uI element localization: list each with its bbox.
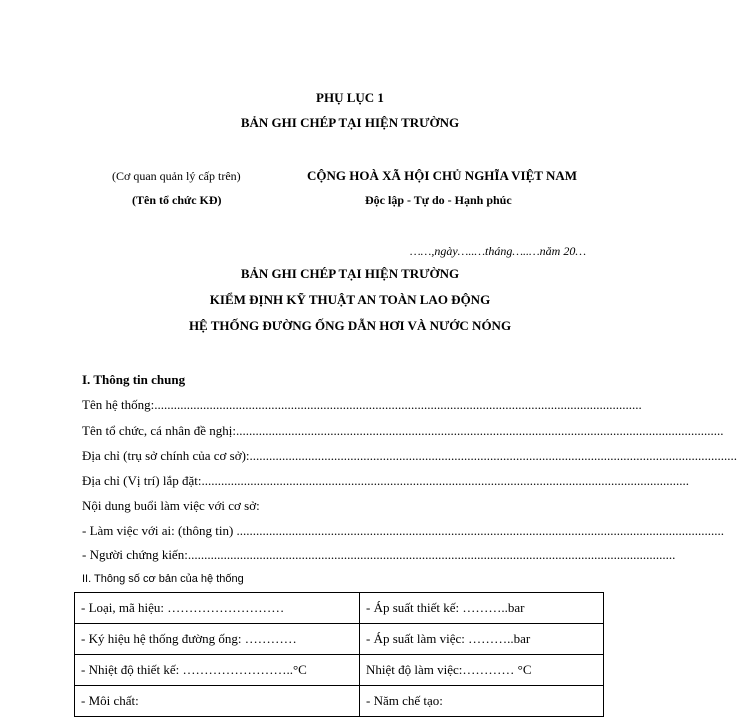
section1-heading: I. Thông tin chung bbox=[82, 372, 186, 387]
field-requester: Tên tổ chức, cá nhân đề nghị:...................................................................................................................................................... bbox=[82, 423, 724, 438]
table-cell: - Ký hiệu hệ thống đường ống: ………… bbox=[75, 624, 360, 655]
section2-heading: II. Thông số cơ bản của hệ thống bbox=[82, 573, 244, 585]
table-cell: - Loại, mã hiệu: ……………………… bbox=[75, 593, 360, 624]
table-cell: - Áp suất thiết kế: ………..bar bbox=[360, 593, 604, 624]
field-install-location: Địa chỉ (Vị trí) lắp đặt:...................................................................................................................................................... bbox=[82, 473, 689, 488]
worksession-label: Nội dung buổi làm việc với cơ sở: bbox=[82, 498, 260, 513]
field-witness: - Người chứng kiến:...................................................................................................................................................... bbox=[82, 547, 676, 562]
table-cell: Nhiệt độ làm việc:………… °C bbox=[360, 655, 604, 686]
table-row bbox=[75, 655, 604, 686]
field-work-with: - Làm việc với ai: (thông tin) ...................................................................................................................................................... bbox=[82, 523, 725, 538]
appendix-label: PHỤ LỤC 1 bbox=[316, 90, 384, 105]
table-cell: - Môi chất: bbox=[75, 686, 360, 717]
doc-title-line3: HỆ THỐNG ĐƯỜNG ỐNG DẪN HƠI VÀ NƯỚC NÓNG bbox=[188, 318, 512, 333]
field-label: Tên hệ thống: bbox=[82, 397, 155, 412]
date-line: ……,ngày…..…tháng…..…năm 20… bbox=[410, 244, 587, 258]
table-cell: - Nhiệt độ thiết kế: ……………………..°C bbox=[75, 655, 360, 686]
parameters-table bbox=[74, 592, 604, 717]
doc-title-line2: KIỂM ĐỊNH KỸ THUẬT AN TOÀN LAO ĐỘNG bbox=[209, 292, 491, 307]
table-cell: - Năm chế tạo: bbox=[360, 686, 604, 717]
doc-title-line1: BẢN GHI CHÉP TẠI HIỆN TRƯỜNG bbox=[240, 266, 460, 281]
field-label: - Người chứng kiến: bbox=[82, 547, 188, 562]
table-cell: - Áp suất làm việc: ………..bar bbox=[360, 624, 604, 655]
org-label: (Tên tổ chức KĐ) bbox=[132, 193, 222, 207]
field-head-office: Địa chỉ (trụ sở chính của cơ sở):...................................................................................................................................................... bbox=[82, 448, 737, 463]
table-row bbox=[75, 686, 604, 717]
table-row bbox=[75, 624, 604, 655]
appendix-title: BẢN GHI CHÉP TẠI HIỆN TRƯỜNG bbox=[240, 115, 460, 130]
field-label: Tên tổ chức, cá nhân đề nghị: bbox=[82, 423, 236, 438]
field-system-name: Tên hệ thống:...................................................................................................................................................... bbox=[82, 397, 642, 412]
agency-label: (Cơ quan quản lý cấp trên) bbox=[112, 169, 241, 183]
table-row bbox=[75, 593, 604, 624]
motto: Độc lập - Tự do - Hạnh phúc bbox=[365, 193, 512, 207]
field-label: Địa chỉ (Vị trí) lắp đặt: bbox=[82, 473, 202, 488]
field-label: Địa chỉ (trụ sở chính của cơ sở): bbox=[82, 448, 250, 463]
nation-title: CỘNG HOÀ XÃ HỘI CHỦ NGHĨA VIỆT NAM bbox=[307, 168, 578, 183]
field-label: - Làm việc với ai: (thông tin) bbox=[82, 523, 237, 538]
